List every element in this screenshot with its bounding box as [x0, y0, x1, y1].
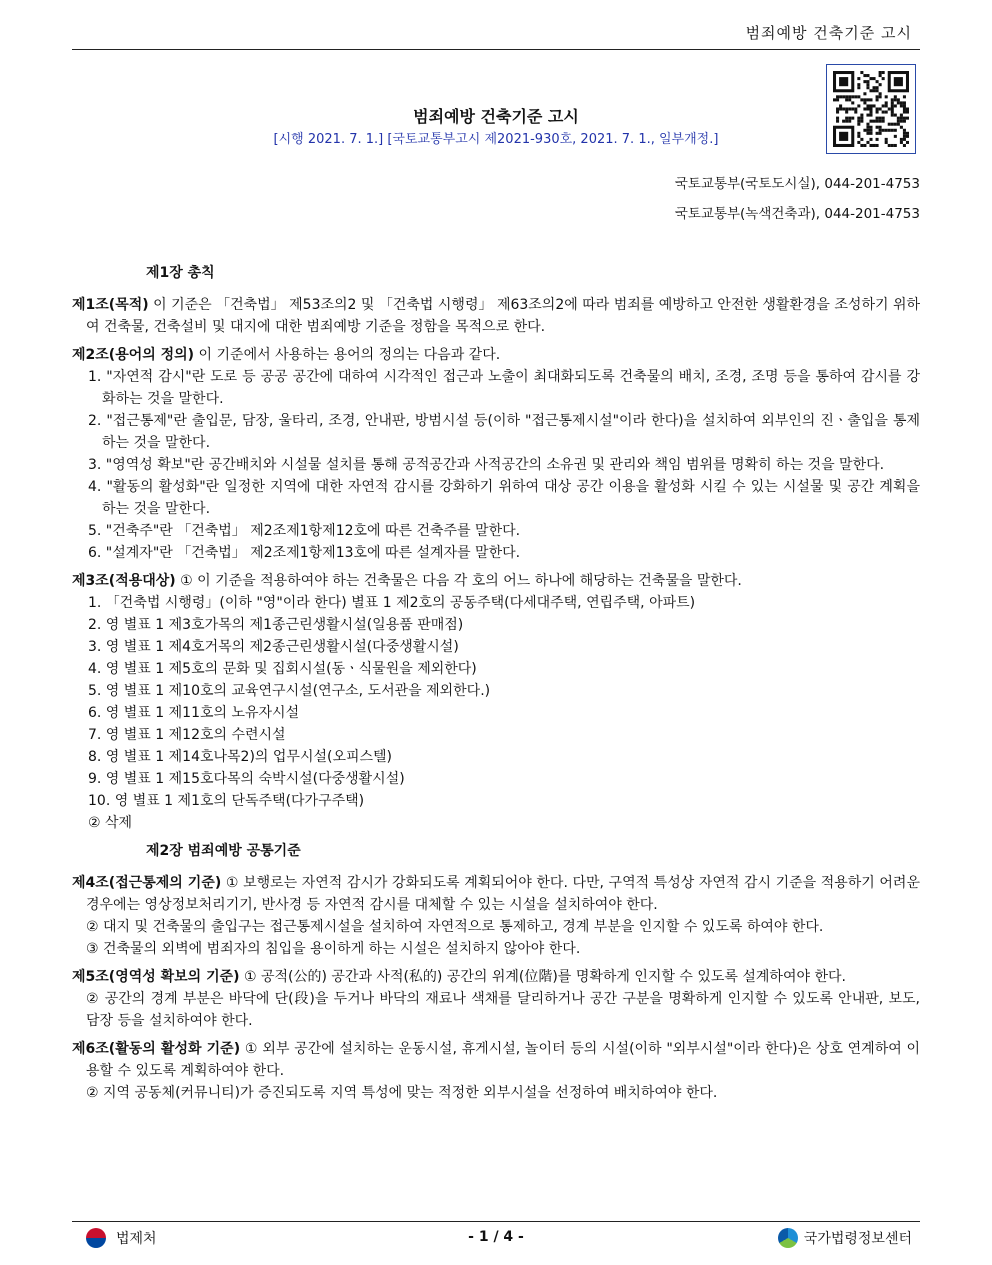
ministry-contact: 국토교통부(녹색건축과), 044-201-4753: [674, 206, 920, 222]
list-item: 8. 영 별표 1 제14호나목2)의 업무시설(오피스텔): [88, 749, 393, 765]
list-item: 3. 영 별표 1 제4호거목의 제2종근린생활시설(다중생활시설): [88, 639, 459, 655]
list-item: 3. "영역성 확보"란 공간배치와 시설물 설치를 통해 공적공간과 사적공간의 소유권 및 관리와 책임 범위를 명확히 하는 것을 말한다.: [88, 457, 885, 473]
chapter-heading: 제1장 총칙: [146, 265, 215, 281]
chapter-heading: 제2장 범죄예방 공통기준: [146, 843, 301, 859]
list-item: 9. 영 별표 1 제15호다목의 숙박시설(다중생활시설): [88, 771, 405, 787]
list-item: 10. 영 별표 1 제1호의 단독주택(다가구주택): [88, 793, 365, 809]
ministry-contact: 국토교통부(국토도시실), 044-201-4753: [674, 176, 920, 192]
article-3: [72, 570, 920, 834]
list-item: 6. "설계자"란 「건축법」 제2조제1항제13호에 따른 설계자를 말한다.: [88, 545, 521, 561]
paragraph: ③ 건축물의 외벽에 범죄자의 침입을 용이하게 하는 시설은 설치하지 않아야 한다.: [86, 941, 581, 957]
list-item: 1. "자연적 감시"란 도로 등 공공 공간에 대하여 시각적인 접근과 노출이 최대화되도록 건축물의 배치, 조경, 조명 등을 통하여 감시를 강화하는 것을 말한다.: [88, 369, 920, 407]
article-2: [72, 344, 920, 564]
article-heading: 제4조(접근통제의 기준): [72, 875, 222, 891]
header-rule: [72, 49, 920, 50]
article-text: ① 보행로는 자연적 감시가 강화되도록 계획되어야 한다. 다만, 구역적 특성상 자연적 감시 기준을 적용하기 어려운 경우에는 영상정보처리기기, 반사경 등 자연적 감시를 대체할 수 있는 시설을 설치하여야 한다.: [86, 875, 920, 913]
footer-center: 국가법령정보센터: [803, 1231, 912, 1247]
article-1: [72, 294, 920, 338]
paragraph: ② 공간의 경계 부분은 바닥에 단(段)을 두거나 바닥의 재료나 색채를 달리하거나 공간 구분을 명확하게 인지할 수 있도록 안내판, 보도, 담장 등을 설치하여야 한다.: [86, 991, 920, 1029]
document-subtitle: [시행 2021. 7. 1.] [국토교통부고시 제2021-930호, 2021. 7. 1., 일부개정.]: [273, 132, 719, 147]
article-text: 이 기준은 「건축법」 제53조의2 및 「건축법 시행령」 제63조의2에 따라 범죄를 예방하고 안전한 생활환경을 조성하기 위하여 건축물, 건축설비 및 대지에 대한 범죄예방 기준을 정함을 목적으로 한다.: [86, 297, 920, 335]
list-item: 2. "접근통제"란 출입문, 담장, 울타리, 조경, 안내판, 방범시설 등(이하 "접근통제시설"이라 한다)을 설치하여 외부인의 진ㆍ출입을 통제하는 것을 말한다.: [88, 413, 920, 451]
article-text: ① 공적(公的) 공간과 사적(私的) 공간의 위계(位階)를 명확하게 인지할 수 있도록 설계하여야 한다.: [239, 969, 846, 985]
law-center-logo-icon: [778, 1228, 798, 1248]
article-text: ① 외부 공간에 설치하는 운동시설, 휴게시설, 놀이터 등의 시설(이하 "외부시설"이라 한다)은 상호 연계하여 이용할 수 있도록 계획하여야 한다.: [86, 1041, 921, 1079]
article-text: ① 이 기준을 적용하여야 하는 건축물은 다음 각 호의 어느 하나에 해당하는 건축물을 말한다.: [175, 573, 742, 589]
running-header: 범죄예방 건축기준 고시: [745, 24, 912, 42]
list-item: 6. 영 별표 1 제11호의 노유자시설: [88, 705, 300, 721]
article-text: 이 기준에서 사용하는 용어의 정의는 다음과 같다.: [194, 347, 501, 363]
footer-rule: [72, 1221, 920, 1222]
article-heading: 제5조(영역성 확보의 기준): [72, 969, 240, 985]
footer-right: [778, 1228, 912, 1248]
article-5: [72, 966, 920, 1032]
article-heading: 제1조(목적): [72, 297, 149, 313]
document-title: 범죄예방 건축기준 고시: [413, 107, 579, 126]
article-heading: 제2조(용어의 정의): [72, 347, 195, 363]
list-item: 5. "건축주"란 「건축법」 제2조제1항제12호에 따른 건축주를 말한다.: [88, 523, 521, 539]
document-body: [72, 262, 920, 1110]
list-item: 5. 영 별표 1 제10호의 교육연구시설(연구소, 도서관을 제외한다.): [88, 683, 491, 699]
article-4: [72, 872, 920, 960]
article-heading: 제3조(적용대상): [72, 573, 176, 589]
article-heading: 제6조(활동의 활성화 기준): [72, 1041, 241, 1057]
paragraph: ② 삭제: [88, 815, 133, 831]
article-6: [72, 1038, 920, 1104]
footer-org: 법제처: [116, 1231, 157, 1247]
list-item: 2. 영 별표 1 제3호가목의 제1종근린생활시설(일용품 판매점): [88, 617, 464, 633]
list-item: 4. 영 별표 1 제5호의 문화 및 집회시설(동ㆍ식물원을 제외한다): [88, 661, 477, 677]
page-number: - 1 / 4 -: [468, 1229, 524, 1245]
paragraph: ② 대지 및 건축물의 출입구는 접근통제시설을 설치하여 자연적으로 통제하고, 경계 부분을 인지할 수 있도록 하여야 한다.: [86, 919, 824, 935]
list-item: 1. 「건축법 시행령」(이하 "영"이라 한다) 별표 1 제2호의 공동주택(다세대주택, 연립주택, 아파트): [88, 595, 696, 611]
list-item: 7. 영 별표 1 제12호의 수련시설: [88, 727, 286, 743]
list-item: 4. "활동의 활성화"란 일정한 지역에 대한 자연적 감시를 강화하기 위하여 대상 공간 이용을 활성화 시킬 수 있는 시설물 및 공간 계획을 하는 것을 말한다.: [88, 479, 920, 517]
paragraph: ② 지역 공동체(커뮤니티)가 증진되도록 지역 특성에 맞는 적정한 외부시설을 선정하여 배치하여야 한다.: [86, 1085, 718, 1101]
